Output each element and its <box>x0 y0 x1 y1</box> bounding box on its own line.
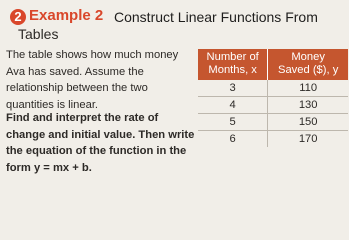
money-header-line1: Money <box>291 51 325 63</box>
money-cell: 150 <box>268 114 348 131</box>
money-cell: 170 <box>268 131 348 148</box>
table-row <box>198 80 348 97</box>
intro-paragraph: The table shows how much money Ava has saved. Assume the relationship between the two quantities is linear. <box>6 49 179 111</box>
months-savings-table <box>198 49 348 147</box>
example-title-line1: Construct Linear Functions From <box>114 9 318 25</box>
table-row <box>198 97 348 114</box>
table-header-months <box>198 49 268 80</box>
table-header-money <box>268 49 348 80</box>
money-header-line2: Saved ($), y <box>278 64 339 76</box>
table-header-row <box>198 49 348 80</box>
example-label: Example 2 <box>29 7 104 24</box>
money-cell: 110 <box>268 80 348 97</box>
months-cell: 4 <box>198 97 268 114</box>
table-row <box>198 131 348 148</box>
months-cell: 6 <box>198 131 268 148</box>
table-row <box>198 114 348 131</box>
months-cell: 3 <box>198 80 268 97</box>
months-header-line1: Number of <box>206 51 259 63</box>
months-cell: 5 <box>198 114 268 131</box>
money-cell: 130 <box>268 97 348 114</box>
example-title-line2: Tables <box>18 26 59 42</box>
example-title <box>114 8 349 27</box>
task-paragraph: Find and interpret the rate of change and initial value. Then write the equation of the function in the form y = mx + b. <box>6 112 195 174</box>
months-header-line2: Months, x <box>208 64 257 76</box>
example-badge: 2 <box>10 9 26 25</box>
